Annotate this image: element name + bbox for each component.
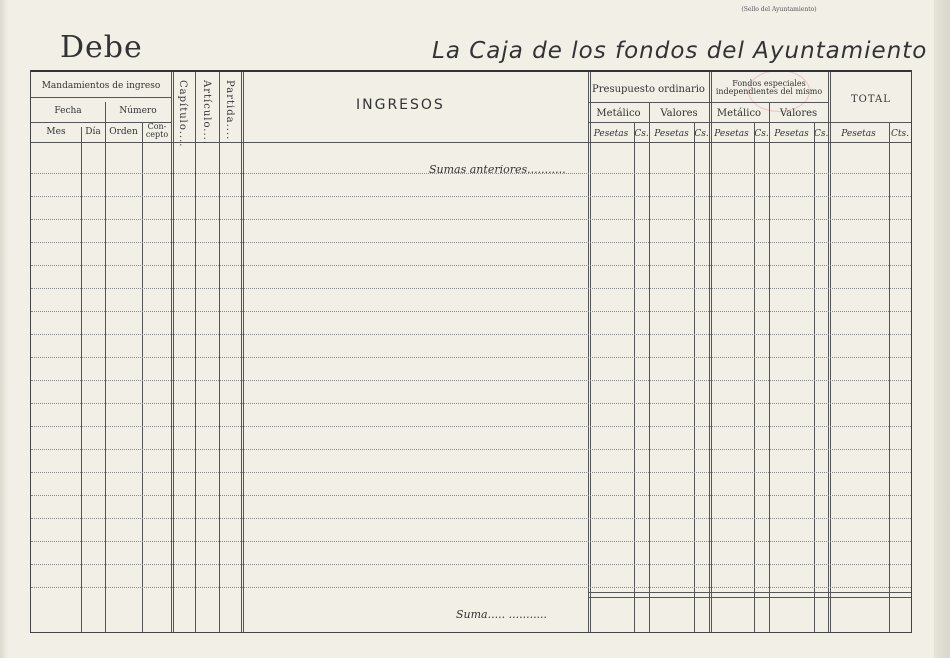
header-dia: Día — [85, 127, 101, 137]
col-line — [754, 122, 755, 632]
col-line — [105, 102, 106, 632]
hdr-line — [31, 142, 911, 143]
page-edge-left — [0, 0, 8, 658]
header-total: TOTAL — [851, 94, 891, 105]
ruled-line — [31, 472, 911, 473]
header-cts: Cts. — [891, 129, 909, 139]
col-line — [219, 72, 220, 632]
ruled-line — [31, 242, 911, 243]
col-line — [195, 72, 196, 632]
header-capitulo: Capítulo.... — [177, 80, 188, 148]
col-line — [889, 122, 890, 632]
col-line — [171, 72, 174, 632]
ruled-line — [31, 541, 911, 542]
page-edge-right — [934, 0, 950, 658]
sum-line — [588, 592, 911, 593]
header-metalico-2: Metálico — [716, 108, 762, 119]
header-orden: Orden — [109, 127, 138, 137]
col-line — [769, 102, 770, 632]
header-cs-3: Cs. — [754, 129, 769, 139]
col-line — [828, 72, 831, 632]
header-concepto: Con- cepto — [145, 122, 169, 139]
col-line — [588, 72, 591, 632]
ruled-line — [31, 219, 911, 220]
header-articulo: Artículo.... — [201, 80, 212, 146]
ruled-line — [31, 380, 911, 381]
header-fecha: Fecha — [54, 106, 82, 116]
ledger-form — [30, 70, 912, 633]
ruled-line — [31, 311, 911, 312]
header-pesetas-2: Pesetas — [654, 129, 689, 139]
header-mes: Mes — [46, 127, 66, 137]
header-valores-1: Valores — [660, 108, 698, 119]
page-title-debe: Debe — [60, 30, 143, 65]
header-cs-4: Cs. — [814, 129, 829, 139]
header-fondos-especiales: Fondos especiales independientes del mismo — [715, 79, 823, 96]
hdr-line — [588, 122, 911, 123]
header-ingresos: INGRESOS — [356, 97, 445, 113]
header-valores-2: Valores — [779, 108, 818, 119]
ruled-line — [31, 449, 911, 450]
ruled-line — [31, 587, 911, 588]
ruled-line — [31, 564, 911, 565]
sumas-anteriores-label: Sumas anteriores........... — [429, 163, 566, 176]
header-pesetas-1: Pesetas — [593, 129, 629, 139]
header-metalico-1: Metálico — [596, 108, 641, 119]
col-line — [241, 72, 244, 632]
col-line — [709, 72, 712, 632]
ruled-line — [31, 288, 911, 289]
ruled-line — [31, 426, 911, 427]
col-line — [142, 122, 143, 632]
header-pesetas-4: Pesetas — [774, 129, 809, 139]
header-pesetas-3: Pesetas — [714, 129, 749, 139]
header-partida: Partida.... — [224, 80, 235, 141]
suma-label: Suma..... ........... — [456, 608, 548, 621]
ruled-line — [31, 265, 911, 266]
hdr-line — [588, 102, 828, 103]
header-numero: Número — [119, 106, 157, 116]
col-line — [634, 122, 635, 632]
col-line — [694, 122, 695, 632]
ruled-line — [31, 495, 911, 496]
page-title-caja: La Caja de los fondos del Ayuntamiento — [432, 38, 928, 64]
header-presupuesto-ordinario: Presupuesto ordinario — [592, 84, 705, 95]
sum-line — [588, 597, 911, 598]
header-pesetas-5: Pesetas — [841, 129, 876, 139]
header-mandamientos: Mandamientos de ingreso — [41, 81, 161, 91]
ruled-line — [31, 403, 911, 404]
header-cs-2: Cs. — [694, 129, 709, 139]
ruled-line — [31, 518, 911, 519]
col-line — [649, 102, 650, 632]
ruled-line — [31, 334, 911, 335]
ruled-line — [31, 196, 911, 197]
stamp-label: (Sello del Ayuntamiento) — [741, 6, 817, 13]
hdr-line — [31, 97, 171, 98]
ruled-line — [31, 357, 911, 358]
header-cs-1: Cs. — [634, 129, 649, 139]
col-line — [814, 122, 815, 632]
